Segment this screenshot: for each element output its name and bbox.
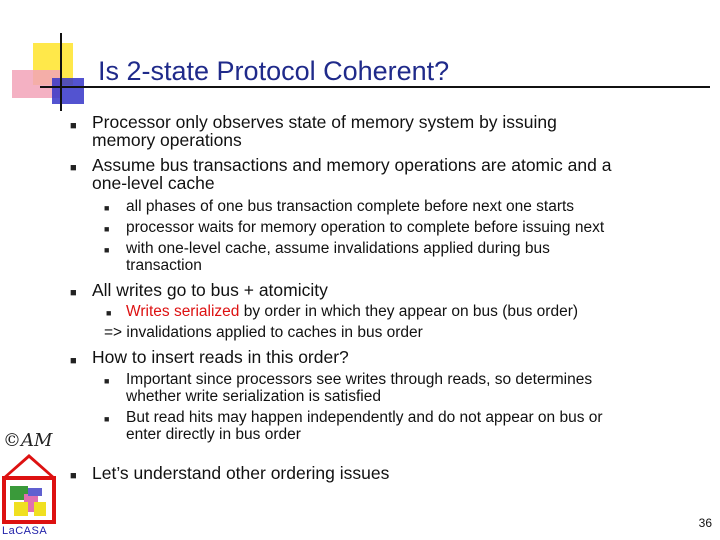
bullet-marker: ■	[70, 162, 77, 174]
sub-bullet-marker: ■	[104, 224, 110, 234]
lacasa-house-logo	[0, 452, 58, 524]
page-number: 36	[698, 516, 712, 530]
sub-bullet-marker: ■	[106, 308, 112, 318]
sub-bullet-marker: ■	[104, 414, 110, 424]
bullet-writes: All writes go to bus + atomicity	[92, 280, 328, 300]
sub-bullet-writes-serialized	[126, 303, 706, 320]
invalidations-line: => invalidations applied to caches in bus order	[104, 324, 423, 341]
writes-serialized-rest: by order in which they appear on bus (bus order)	[239, 303, 579, 320]
bullet-line: Processor only observes state of memory system by issuing	[92, 112, 557, 132]
bullet-marker: ■	[70, 470, 77, 482]
sub-bullet-phases: all phases of one bus transaction complete before next one starts	[126, 198, 575, 215]
sub-bullet-marker: ■	[104, 203, 110, 213]
sub-bullet-line: transaction	[126, 257, 202, 274]
bullet-processor	[92, 113, 702, 149]
sub-bullet-line: But read hits may happen independently and do not appear on bus or	[126, 409, 603, 426]
bullet-line: memory operations	[92, 130, 242, 150]
bullet-marker: ■	[70, 287, 77, 299]
bullet-ordering: Let’s understand other ordering issues	[92, 463, 390, 483]
sub-bullet-one-level	[126, 240, 706, 274]
bullet-marker: ■	[70, 355, 77, 367]
sub-bullet-marker: ■	[104, 245, 110, 255]
bullet-marker: ■	[70, 120, 77, 132]
sub-bullet-line: with one-level cache, assume invalidations applied during bus	[126, 240, 550, 257]
bullet-line: Assume bus transactions and memory operations are atomic and a	[92, 155, 612, 175]
bullet-reads: How to insert reads in this order?	[92, 347, 349, 367]
sub-bullet-waits: processor waits for memory operation to complete before issuing next	[126, 219, 605, 236]
bullet-line: one-level cache	[92, 173, 215, 193]
deco-vertical-line	[60, 33, 62, 111]
sub-bullet-read-hits	[126, 409, 706, 443]
writes-serialized-highlight: Writes serialized	[126, 303, 240, 320]
sub-bullet-line: whether write serialization is satisfied	[126, 388, 381, 405]
bullet-assume	[92, 156, 702, 192]
copyright-am-logo: ©AM	[3, 430, 53, 451]
sub-bullet-line: enter directly in bus order	[126, 426, 301, 443]
sub-bullet-line: Important since processors see writes through reads, so determines	[126, 371, 593, 388]
slide-title: Is 2-state Protocol Coherent?	[98, 56, 450, 86]
lacasa-brand-text: LaCASA	[2, 525, 48, 537]
sub-bullet-important	[126, 371, 706, 405]
sub-bullet-marker: ■	[104, 376, 110, 386]
deco-blue-square	[52, 78, 84, 104]
